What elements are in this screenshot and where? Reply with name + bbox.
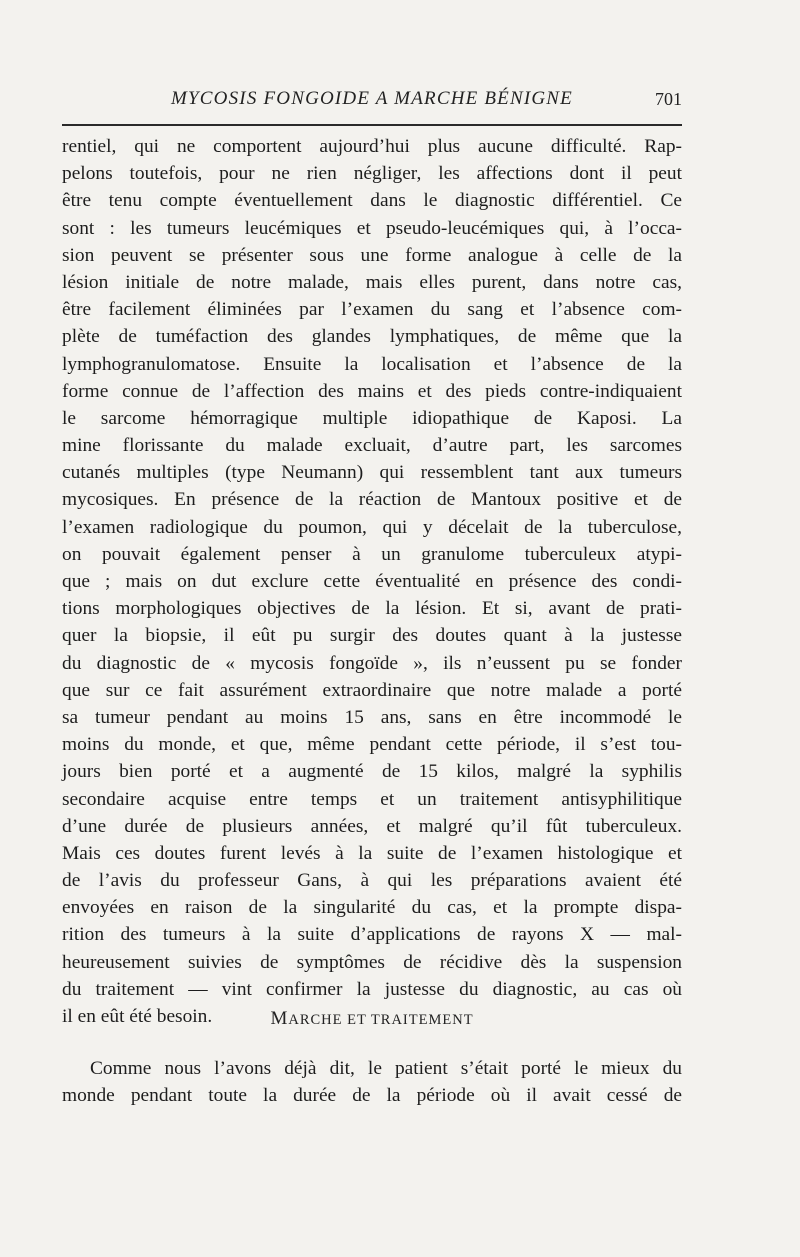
text-line: moins du monde, et que, même pendant cette période, il s’est tou- (62, 734, 682, 756)
text-line: sont : les tumeurs leucémiques et pseudo-leucémiques qui, à l’occa- (62, 217, 682, 239)
text-line: Mais ces doutes furent levés à la suite de l’examen histologique et (62, 842, 682, 864)
text-line: tions morphologiques objectives de la lésion. Et si, avant de prati- (62, 598, 682, 620)
text-line: que sur ce fait assurément extraordinaire que notre malade a porté (62, 679, 682, 701)
text-line: forme connue de l’affection des mains et des pieds contre-indiquaient (62, 380, 682, 402)
text-line: rentiel, qui ne comportent aujourd’hui plus aucune difficulté. Rap- (62, 136, 682, 157)
text-line: cutanés multiples (type Neumann) qui ressemblent tant aux tumeurs (62, 462, 682, 484)
text-line: que ; mais on dut exclure cette éventualité en présence des condi- (62, 571, 682, 592)
section-heading-initial: M (270, 1008, 289, 1029)
text-line: secondaire acquise entre temps et un traitement antisyphilitique (62, 788, 682, 810)
text-line: Comme nous l’avons déjà dit, le patient s’était porté le mieux du (90, 1058, 682, 1079)
text-line: heureusement suivies de symptômes de récidive dès la suspension (62, 951, 682, 973)
text-line: pelons toutefois, pour ne rien négliger, les affections dont il peut (62, 163, 682, 185)
text-line: envoyées en raison de la singularité du cas, et la prompte dispa- (62, 897, 682, 919)
text-line: l’examen radiologique du poumon, qui y décelait de la tuberculose, (62, 516, 682, 538)
text-line: quer la biopsie, il eût pu surgir des doutes quant à la justesse (62, 625, 682, 647)
running-title: MYCOSIS FONGOIDE A MARCHE BÉNIGNE (171, 88, 573, 109)
text-line: d’une durée de plusieurs années, et malgré qu’il fût tuberculeux. (62, 815, 682, 837)
text-line: jours bien porté et a augmenté de 15 kilos, malgré la syphilis (62, 761, 682, 783)
section-paragraph (62, 1055, 682, 1109)
text-line: du diagnostic de « mycosis fongoïde », ils n’eussent pu se fonder (62, 652, 682, 674)
section-heading-rest: ARCHE ET TRAITEMENT (288, 1012, 474, 1028)
header-rule (62, 124, 682, 126)
section-heading (62, 1008, 682, 1030)
running-header (62, 88, 682, 116)
text-line: être tenu compte éventuellement dans le diagnostic différentiel. Ce (62, 190, 682, 212)
text-line: lésion initiale de notre malade, mais elles purent, dans notre cas, (62, 271, 682, 293)
text-line: monde pendant toute la durée de la période où il avait cessé de (62, 1085, 682, 1107)
text-line: mine florissante du malade excluait, d’autre part, les sarcomes (62, 435, 682, 457)
text-line: sion peuvent se présenter sous une forme analogue à celle de la (62, 244, 682, 266)
text-line: du traitement — vint confirmer la justesse du diagnostic, au cas où (62, 978, 682, 1000)
text-line: de l’avis du professeur Gans, à qui les préparations avaient été (62, 870, 682, 892)
text-line: il en eût été besoin. (62, 1006, 213, 1027)
text-line: lymphogranulomatose. Ensuite la localisation et l’absence de la (62, 353, 682, 375)
text-line: sa tumeur pendant au moins 15 ans, sans en être incommodé le (62, 706, 682, 728)
text-line: on pouvait également penser à un granulome tuberculeux atypi- (62, 543, 682, 565)
text-line: mycosiques. En présence de la réaction de Mantoux positive et de (62, 489, 682, 511)
text-line: plète de tuméfaction des glandes lymphatiques, de même que la (62, 326, 682, 348)
page-number: 701 (655, 89, 682, 109)
text-line: le sarcome hémorragique multiple idiopathique de Kaposi. La (62, 407, 682, 429)
text-line: rition des tumeurs à la suite d’applications de rayons X — mal- (62, 924, 682, 946)
body-paragraph (62, 133, 682, 1030)
text-line: être facilement éliminées par l’examen du sang et l’absence com- (62, 299, 682, 321)
